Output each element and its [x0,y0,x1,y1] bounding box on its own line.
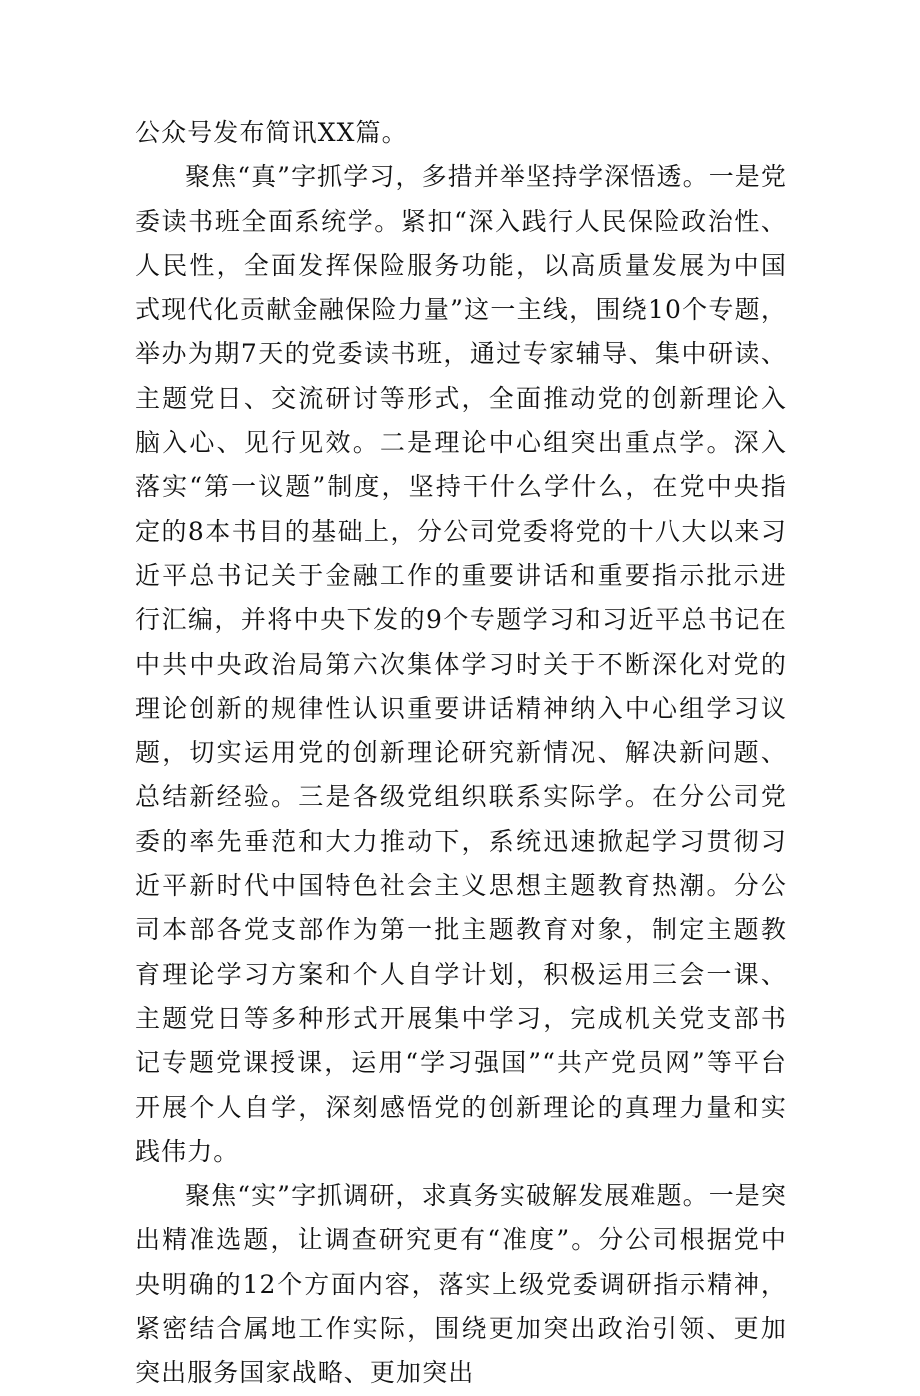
paragraph-continuation: 公众号发布简讯XX篇。 [135,118,408,147]
paragraph-study: 聚焦“真”字抓学习，多措并举坚持学深悟透。一是党委读书班全面系统学。紧扣“深入践行人民保险政治性、人民性，全面发挥保险服务功能，以高质量发展为中国式现代化贡献金融保险力量”这一主线，围绕10个专题，举办为期7天的党委读书班，通过专家辅导、集中研读、主题党日、交流研讨等形式，全面推动党的创新理论入脑入心、见行见效。二是理论中心组突出重点学。深入落实“第一议题”制度，坚持干什么学什么，在党中央指定的8本书目的基础上，分公司党委将党的十八大以来习近平总书记关于金融工作的重要讲话和重要指示批示进行汇编，并将中央下发的9个专题学习和习近平总书记在中共中央政治局第六次集体学习时关于不断深化对党的理论创新的规律性认识重要讲话精神纳入中心组学习议题，切实运用党的创新理论研究新情况、解决新问题、总结新经验。三是各级党组织联系实际学。在分公司党委的率先垂范和大力推动下，系统迅速掀起学习贯彻习近平新时代中国特色社会主义思想主题教育热潮。分公司本部各党支部作为第一批主题教育对象，制定主题教育理论学习方案和个人自学计划，积极运用三会一课、主题党日等多种形式开展集中学习，完成机关党支部书记专题党课授课，运用“学习强国”“共产党员网”等平台开展个人自学，深刻感悟党的创新理论的真理力量和实践伟力。 [135,162,787,1166]
document-page [135,111,787,1396]
paragraph-research: 聚焦“实”字抓调研，求真务实破解发展难题。一是突出精准选题，让调查研究更有“准度”。分公司根据党中央明确的12个方面内容，落实上级党委调研指示精神，紧密结合属地工作实际，围绕更加突出政治引领、更加突出服务国家战略、更加突出 [135,1181,787,1388]
